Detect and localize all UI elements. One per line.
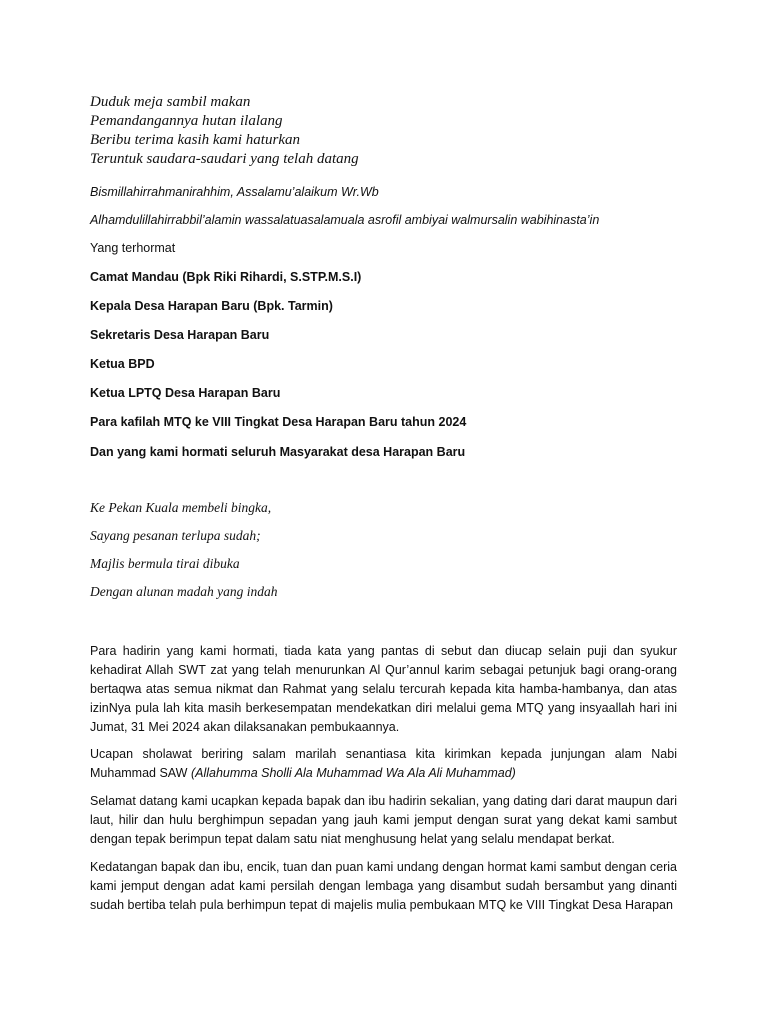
- honoree-item: Para kafilah MTQ ke VIII Tingkat Desa Harapan Baru tahun 2024: [90, 415, 467, 429]
- honoree-item: Ketua BPD: [90, 357, 155, 371]
- sholawat-arabic-phrase: (Allahumma Sholli Ala Muhammad Wa Ala Ali Muhammad): [190, 766, 516, 780]
- salutation-line: Yang terhormat: [90, 241, 176, 255]
- honoree-item: Camat Mandau (Bpk Riki Rihardi, S.STP.M.S.I): [90, 270, 362, 284]
- honoree-item: Ketua LPTQ Desa Harapan Baru: [90, 386, 281, 400]
- paragraph-opening-praise: Para hadirin yang kami hormati, tiada kata yang pantas di sebut dan diucap selain puji dan syukur kehadirat Allah SWT zat yang telah menurunkan Al Qur’annul karim sebagai petunjuk bagi orang-orang bertaqwa atas semua nikmat dan Rahmat yang selalu tercurah kepada kita hamba-hambanya, dan atas izinNya pula lah kita masih berkesempatan mendekatkan diri melalui gema MTQ yang insyaallah hari ini Jumat, 31 Mei 2024 akan dilaksanakan pembukaannya.: [90, 644, 677, 734]
- paragraph-arrival: Kedatangan bapak dan ibu, encik, tuan dan puan kami undang dengan hormat kami sambut dengan ceria kami jemput dengan adat kami persilah dengan lembaga yang disambut sudah bersambut yang dinanti sudah bertiba telah pula berhimpun tepat di majelis mulia pembukaan MTQ ke VIII Tingkat Desa Harapan: [90, 860, 677, 912]
- greeting-line: Bismillahirrahmanirahhim, Assalamu’alaikum Wr.Wb: [90, 185, 379, 199]
- second-pantun-line: Ke Pekan Kuala membeli bingka,: [90, 500, 272, 515]
- pantun-line: Beribu terima kasih kami haturkan: [90, 132, 300, 148]
- pantun-line: Pemandangannya hutan ilalang: [90, 113, 283, 129]
- paragraph-welcome: Selamat datang kami ucapkan kepada bapak dan ibu hadirin sekalian, yang dating dari darat maupun dari laut, hilir dan hulu berghimpun sepadan yang jauh kami jemput dengan surat yang dekat kami sambut dengan tepak berimpun tepat dalam satu niat menghusung helat yang selalu mendapat berkat.: [90, 794, 677, 846]
- praise-line: Alhamdulillahirrabbil’alamin wassalatuasalamuala asrofil ambiyai walmursalin wabihinasta’in: [90, 213, 600, 227]
- honoree-item: Sekretaris Desa Harapan Baru: [90, 328, 270, 342]
- honoree-item: Kepala Desa Harapan Baru (Bpk. Tarmin): [90, 299, 333, 313]
- pantun-line: Teruntuk saudara-saudari yang telah datang: [90, 151, 359, 167]
- pantun-line: Duduk meja sambil makan: [90, 94, 251, 110]
- opening-pantun: [90, 93, 690, 169]
- second-pantun-line: Sayang pesanan terlupa sudah;: [90, 528, 261, 543]
- sholawat-text: Ucapan sholawat beriring salam marilah senantiasa kita kirimkan kepada junjungan alam Nabi Muhammad SAW: [90, 747, 677, 780]
- honoree-item: Dan yang kami hormati seluruh Masyarakat desa Harapan Baru: [90, 445, 466, 459]
- second-pantun-line: Dengan alunan madah yang indah: [90, 584, 278, 599]
- second-pantun-line: Majlis bermula tirai dibuka: [90, 556, 240, 571]
- paragraph-sholawat: [90, 745, 677, 783]
